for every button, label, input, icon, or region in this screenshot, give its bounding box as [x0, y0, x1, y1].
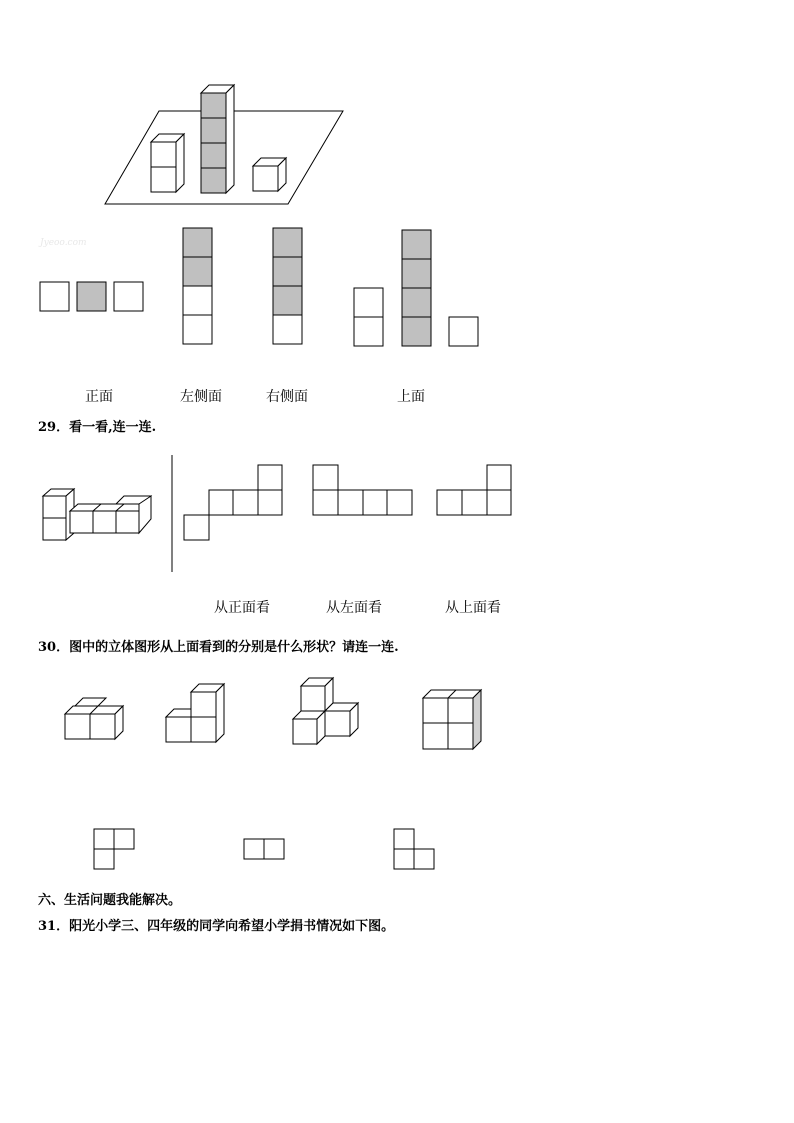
q29-label-top: 从上面看: [445, 600, 501, 616]
section-6-heading: 六、生活问题我能解决。: [38, 893, 182, 908]
q29-label-left: 从左面看: [326, 600, 382, 616]
q30-solid-4: [423, 690, 481, 749]
q28-label-top: 上面: [397, 389, 425, 405]
q30-top-view-a: [94, 829, 134, 869]
q30-solid-1: [65, 698, 123, 739]
q30-top-view-c: [394, 829, 434, 869]
q29-prompt: 29．看一看,连一连.: [38, 420, 157, 435]
q30-solid-2: [166, 684, 224, 742]
q28-label-left-side: 左侧面: [180, 389, 222, 405]
q29-label-front: 从正面看: [214, 600, 270, 616]
q30-top-view-b: [244, 839, 284, 859]
q30-solid-3: [293, 678, 358, 744]
watermark: Jyeoo.com: [40, 238, 87, 248]
q30-prompt: 30．图中的立体图形从上面看到的分别是什么形状？请连一连.: [38, 640, 399, 655]
q28-label-front: 正面: [85, 389, 113, 405]
q31-prompt: 31．阳光小学三、四年级的同学向希望小学捐书情况如下图。: [38, 919, 395, 934]
q28-label-right-side: 右侧面: [266, 389, 308, 405]
